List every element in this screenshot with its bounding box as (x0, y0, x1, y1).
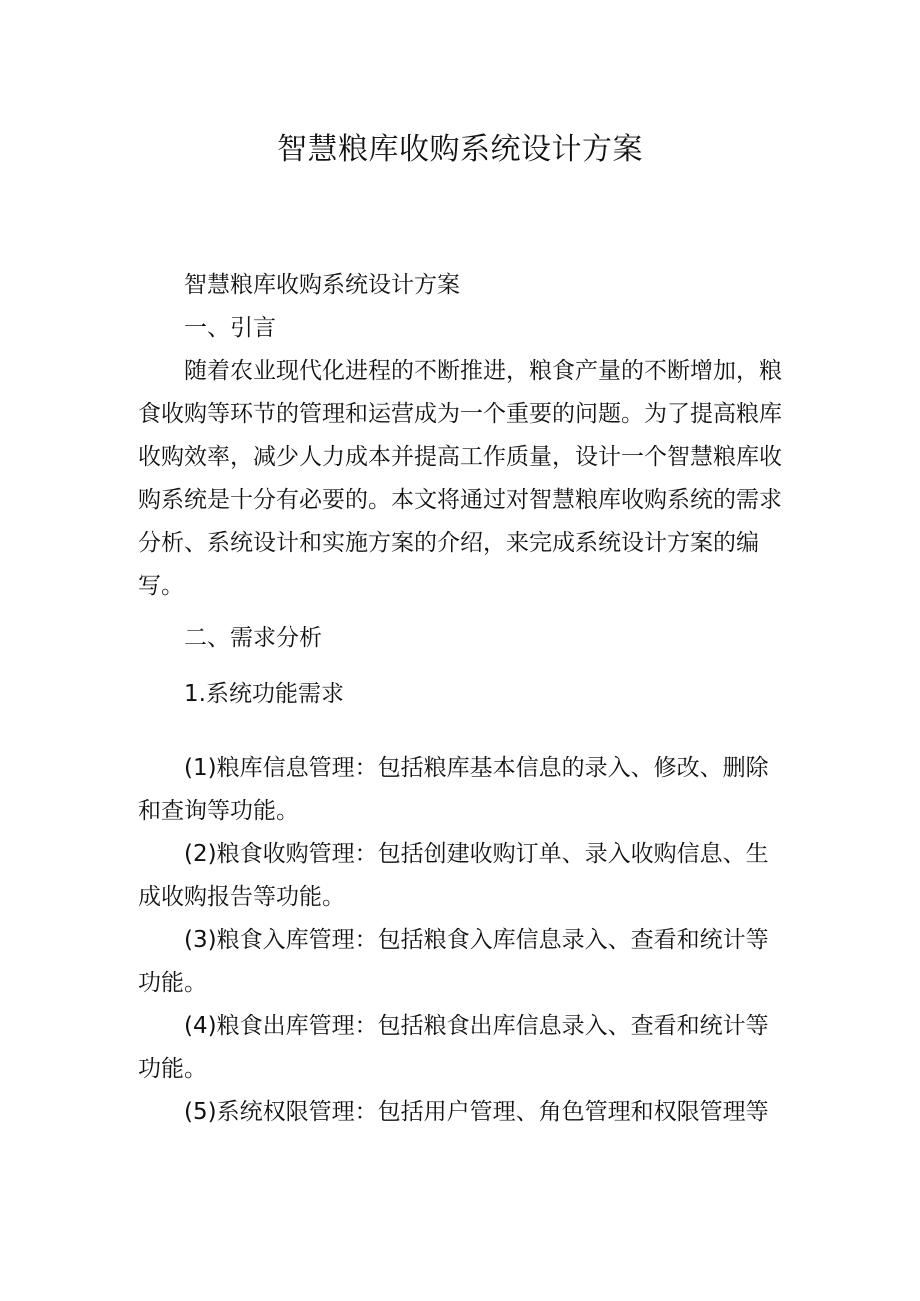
section-heading-requirements: 二、需求分析 (184, 625, 322, 651)
requirement-item: (1)粮库信息管理：包括粮库基本信息的录入、修改、删除和查询等功能。 (138, 755, 769, 824)
section-heading-introduction: 一、引言 (184, 315, 276, 341)
document-body (138, 264, 788, 1134)
requirement-item: (2)粮食收购管理：包括创建收购订单、录入收购信息、生成收购报告等功能。 (138, 841, 769, 910)
document-title: 智慧粮库收购系统设计方案 (277, 132, 643, 167)
introduction-paragraph: 随着农业现代化进程的不断推进，粮食产量的不断增加，粮食收购等环节的管理和运营成为一个重要的问题。为了提高粮库收购效率，减少人力成本并提高工作质量，设计一个智慧粮库收购系统是十分有必要的。本文将通过对智慧粮库收购系统的需求分析、系统设计和实施方案的介绍，来完成系统设计方案的编写。 (138, 358, 782, 599)
requirement-item: (4)粮食出库管理：包括粮食出库信息录入、查看和统计等功能。 (138, 1013, 769, 1082)
subsection-heading-functional-requirements: 1.系统功能需求 (184, 681, 344, 707)
requirement-item: (3)粮食入库管理：包括粮食入库信息录入、查看和统计等功能。 (138, 927, 769, 996)
subtitle-paragraph: 智慧粮库收购系统设计方案 (184, 272, 460, 298)
requirement-item: (5)系统权限管理：包括用户管理、角色管理和权限管理等 (184, 1099, 769, 1125)
